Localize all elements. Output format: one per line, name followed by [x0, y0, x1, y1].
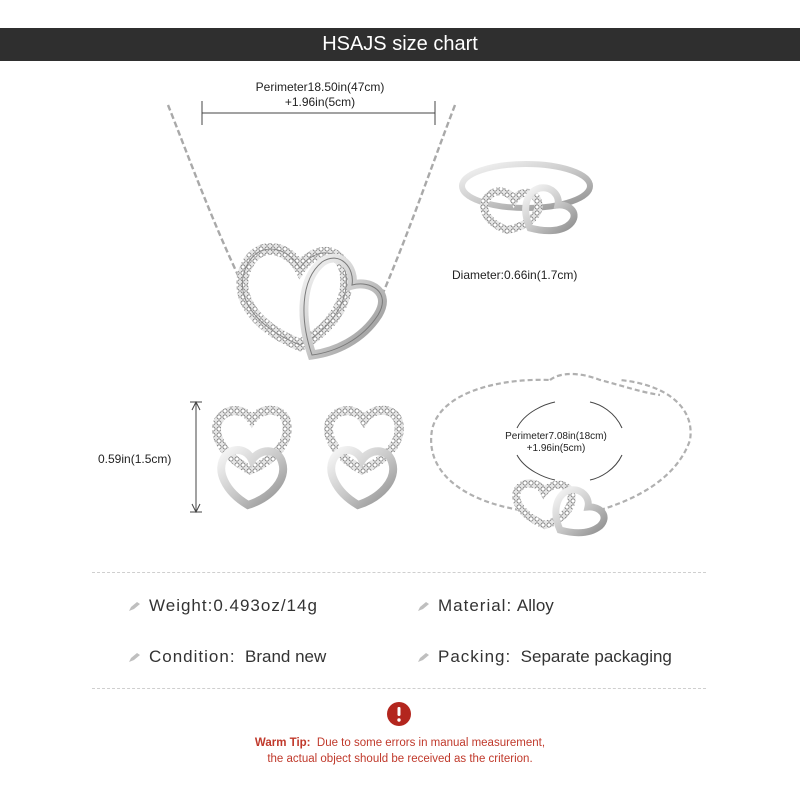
pencil-icon: [417, 601, 430, 612]
divider-top: [92, 572, 706, 573]
spec-packing: [417, 647, 672, 667]
bracelet-extension-text: +1.96in(5cm): [526, 443, 586, 454]
spec-condition-value: Brand new: [245, 647, 327, 666]
warm-tip-line1: [0, 737, 800, 749]
necklace-perimeter-text: Perimeter18.50in(47cm): [255, 80, 385, 94]
spec-weight-label: Weight:: [149, 596, 214, 615]
spec-packing-value: Separate packaging: [520, 647, 672, 666]
warm-tip-label: Warm Tip:: [254, 737, 311, 749]
spec-weight: [128, 596, 318, 616]
spec-material-label: Material:: [438, 596, 513, 615]
bracelet-measurement: [488, 431, 624, 455]
spec-condition: [128, 647, 326, 667]
spec-weight-value: 0.493oz/14g: [213, 596, 318, 615]
earring-left: [217, 410, 288, 505]
spec-material-value: Alloy: [516, 596, 554, 615]
pencil-icon: [128, 601, 141, 612]
divider-bottom: [92, 688, 706, 689]
ring-diameter-text: Diameter:0.66in(1.7cm): [452, 268, 578, 282]
spec-condition-label: Condition:: [149, 647, 236, 666]
ring-image: [462, 164, 590, 231]
warm-tip-text-2: the actual object should be received as the criterion.: [267, 753, 533, 765]
bracelet-perimeter-text: Perimeter7.08in(18cm): [505, 431, 607, 442]
pencil-icon: [417, 652, 430, 663]
warning-icon: [386, 701, 412, 727]
earring-right: [329, 410, 400, 505]
warm-tip-line2: [0, 753, 800, 765]
spec-material: [417, 596, 554, 616]
page-title: HSAJS size chart: [0, 28, 800, 61]
bracelet-pendant: [516, 483, 604, 532]
spec-packing-label: Packing:: [438, 647, 512, 666]
warm-tip-text-1: Due to some errors in manual measurement,: [316, 737, 546, 749]
pencil-icon: [128, 652, 141, 663]
earring-height-text: 0.59in(1.5cm): [98, 452, 172, 466]
necklace-measurement: [230, 80, 410, 110]
necklace-pendant: [242, 249, 382, 355]
necklace-extension-text: +1.96in(5cm): [284, 95, 356, 109]
